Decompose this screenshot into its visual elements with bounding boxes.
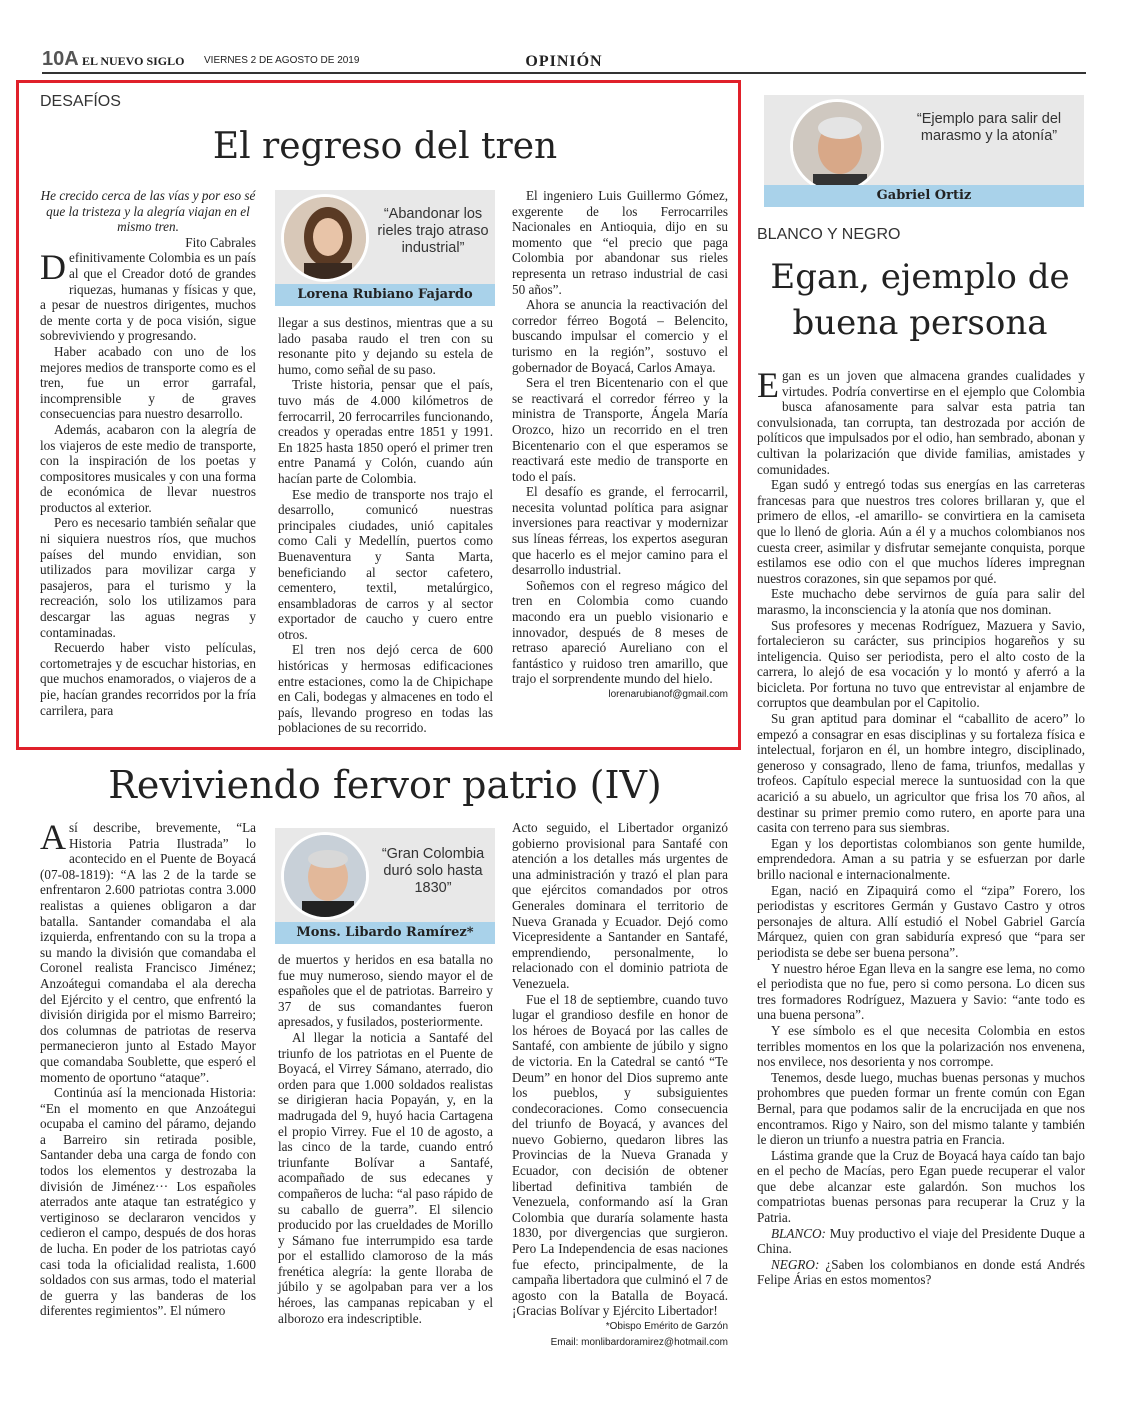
article1-epigraph: He crecido cerca de las vías y por eso sé que la tristeza y la alegría viajan en el mismo tren. bbox=[40, 188, 256, 235]
article2-column-1 bbox=[40, 817, 256, 1319]
author-photo bbox=[281, 832, 369, 920]
article2-email: Email: monlibardoramirez@hotmail.com bbox=[550, 1336, 728, 1348]
article1-dropcap: D bbox=[40, 247, 66, 288]
article2-footnote: *Obispo Emérito de Garzón bbox=[605, 1321, 728, 1332]
article1-paragraph: Recuerdo haber visto películas, cortometrajes y de escuchar historias, en que muchos enamorados, o viajeros de a pie, hacían grandes recorridos por la fría carrilera, para bbox=[40, 640, 256, 718]
newspaper-name: EL NUEVO SIGLO bbox=[82, 54, 185, 68]
article2-pull-quote: “Gran Colombia duró solo hasta 1830” bbox=[381, 846, 485, 896]
article2-author: Mons. Libardo Ramírez* bbox=[275, 922, 495, 944]
article2-quote-box bbox=[275, 828, 495, 944]
article1-paragraph: El tren nos dejó cerca de 600 históricas y hermosas edificaciones entre estaciones, como la de Chipichape en Cali, bodegas y almacenes en todo el país, llevando progreso en todas las poblaciones de su recorrido. bbox=[278, 642, 493, 736]
article3-paragraph: gan es un joven que almacena grandes cualidades y virtudes. Podría convertirse en el ejemplo que Colombia busca afanosamente para salvar esta patria tan convulsionada, tan corrupta, tan destrozada por acción de políticos que impulsados por el odio, han sembrado, abonan y cultivan la polarización que divide familias, amistades y comunidades. bbox=[757, 368, 1085, 477]
article3-paragraph: Su gran aptitud para dominar el “caballito de acero” lo empezó a consagrar en esas disciplinas y su fortaleza física e intelectual, forjaron en él, un hombre integro, disciplinado, generoso y consagrado, lleno de fama, triunfos, medallas y trofeos. Capítulo especial merece la suntuosidad con la que acarició a su abuelo, un agricultor que frisa los 70 años, al destinar su primer premio como rutero, en aporte para una casita con terreno para sus siembras. bbox=[757, 711, 1085, 836]
article3-title: Egan, ejemplo de buena persona bbox=[770, 257, 1070, 343]
article3-paragraph: Tenemos, desde luego, muchas buenas personas y muchos prohombres que pueden formar un frente común con Egan Bernal, para que podamos salir de la encrucijada en que nos encontramos. Rigo y Nairo, son del mismo talante y también le dieron un triunfo a nuestra patria en Francia. bbox=[757, 1069, 1085, 1148]
article2-column-2 bbox=[278, 952, 493, 1326]
blanco-text: Muy productivo el viaje del Presidente Duque a China. bbox=[757, 1225, 1085, 1257]
article3-column bbox=[757, 365, 1085, 1288]
negro-text: ¿Saben los colombianos en donde está Andrés Felipe Árias en estos momentos? bbox=[757, 1256, 1085, 1288]
article3-paragraph: Egan y los deportistas colombianos son gente humilde, emprendedora. Aman a su patria y se esfuerzan por darle brillo nacional e internacionalmente. bbox=[757, 835, 1085, 882]
article1-title: El regreso del tren bbox=[212, 126, 558, 167]
article3-kicker: BLANCO Y NEGRO bbox=[757, 226, 901, 243]
article2-paragraph: Continúa así la mencionada Historia: “En el momento en que Anzoátegui ocupaba el camino del páramo, dejando a Barreiro sin retirada posible, Santander deba una carga de fondo con todos los elementos y destrozaba la división de Jiménez··· Los españoles aterrados ante ataque tan estratégico y vertiginoso se declararon vencidos y cedieron el campo, después de dos horas de lucha. En poder de los patriotas cayó casi toda la oficialidad realista, 1.600 soldados con sus armas, todo el material de guerra y las banderas de los diferentes regimientos”. El número bbox=[40, 1085, 256, 1319]
article1-kicker: DESAFÍOS bbox=[40, 93, 121, 110]
article1-paragraph: llegar a sus destinos, mientras que a su lado pasaba raudo el tren con su resonante pito y dejando su estela de humo, como señal de su paso. bbox=[278, 315, 493, 377]
article3-paragraph: Y ese símbolo es el que necesita Colombia en estos terribles momentos en los que la polarización nos envenena, nos envilece, nos desorienta y nos corrompe. bbox=[757, 1022, 1085, 1070]
article3-paragraph: Lástima grande que la Cruz de Boyacá haya caído tan bajo en el pecho de Macías, pero Egan puede recuperar el valor que debe alcanzar este galardón. Son muchos los compatriotas buenas personas para recuperar la Cruz y la Patria. bbox=[757, 1147, 1085, 1226]
article1-pull-quote: “Abandonar los rieles trajo atraso industrial” bbox=[377, 206, 489, 256]
article2-paragraph: Acto seguido, el Libertador organizó gobierno provisional para Santafé con atención a los detalles más urgentes de una administración y trazó el plan para que ejércitos comandados por otros Generales dominara el territorio de Nueva Granada y Ecuador. Dejó como Vicepresidente a Santander en Santafé, emprendiendo, personalmente, lo relacionado con el dominio patriota de Venezuela. bbox=[512, 820, 728, 991]
article3-pull-quote: “Ejemplo para salir del marasmo y la atonía” bbox=[916, 111, 1062, 144]
article1-paragraph: El ingeniero Luis Guillermo Gómez, exgerente de los Ferrocarriles Nacionales en Antioquia, dijo en su momento que “el precio que paga Colombia por abandonar sus rieles representa un retraso industrial de casi 50 años”. bbox=[512, 188, 728, 297]
article1-paragraph: Sera el tren Bicentenario con el que se reactivará el corredor férreo y la ministra de Transporte, Ángela María Orozco, hizo un recorrido en el tren Bicentenario con el que esperamos se reactivará este medio de transporte en todo el país. bbox=[512, 375, 728, 484]
article1-epigraph-author: Fito Cabrales bbox=[185, 234, 256, 250]
article1-paragraph: Ese medio de transporte nos trajo el desarrollo, comunicó nuestras principales ciudades, unió capitales como Cali y Medellín, puertos como Buenaventura y Santa Marta, beneficiando al sector cafetero, cementero, textil, metalúrgico, ensambladoras de carros y al sector exportador de caucho y cuero entre otros. bbox=[278, 486, 493, 642]
article1-column-3 bbox=[512, 188, 728, 703]
article1-paragraph: Pero es necesario también señalar que ni siquiera nuestros ríos, que muchos países del mundo envidian, son utilizados para movilizar carga y pasajeros, para el turismo y la recreación, solo los utilizamos para descargar las aguas negras y contaminadas. bbox=[40, 515, 256, 640]
author-photo bbox=[790, 99, 884, 193]
article3-paragraph: Egan sudó y entregó todas sus energías en las carreteras francesas para que nuestros tres colores brillaran y, que el primero de ellos, -el amarillo- se convirtiera en la camiseta que lo llenó de gloria. Aún a él y a muchos colombianos nos cuesta creer, asimilar y disfrutar semejante conquista, porque estilamos ese odio con el que muchos líderes impregnan nuestros corazones, sin que sepamos por qué. bbox=[757, 477, 1085, 586]
page-number: 10A bbox=[42, 48, 79, 70]
article1-quote-box bbox=[275, 190, 495, 306]
article1-paragraph: Además, acabaron con la alegría de los viajeros de este medio de transporte, con la inspiración de los poetas y compositores musicales y con una forma de económica de llevar nuestros productos al exterior. bbox=[40, 421, 256, 515]
article1-paragraph: Triste historia, pensar que el país, tuvo más de 4.000 kilómetros de ferrocarril, 20 ferrocarriles funcionando, creados y operadas entre 1851 y 1991. En 1825 hasta 1850 operó el primer tren entre Panamá y Colón, cuando aún hacían parte de Colombia. bbox=[278, 377, 493, 486]
negro-label: NEGRO: bbox=[771, 1256, 820, 1272]
article2-paragraph: Al llegar la noticia a Santafé del triunfo de los patriotas en el Puente de Boyacá, el Virrey Sámano, aterrado, dio orden para que 1.000 soldados realistas se dirigieran hacia Popayán, y, en la madrugada del 9, huyó hacia Cartagena el propio Virrey. Fue el 10 de agosto, a las cinco de la tarde, cuando entró triunfante Bolívar a Santafé, acompañado de sus edecanes y compañeros de lucha: “al paso rápido de su caballo de guerra”. El silencio producido por las crueldades de Morillo y Sámano fue interrumpido esa tarde por el estallido clamoroso de la más frenética alegría: la gente lloraba de júbilo y se agolpaban para ver a los héroes, las campanas repicaban y el alborozo era indescriptible. bbox=[278, 1029, 493, 1326]
article2-dropcap: A bbox=[40, 817, 66, 857]
article1-paragraph: El desafío es grande, el ferrocarril, necesita voluntad política para asignar inversiones para reactivar y modernizar sus líneas férreas, los expertos aseguran que hacerlo es el mejor camino para el desarrollo industrial. bbox=[512, 484, 728, 578]
article1-author: Lorena Rubiano Fajardo bbox=[275, 284, 495, 306]
author-photo bbox=[281, 194, 369, 282]
article1-column-1 bbox=[40, 188, 256, 718]
article1-paragraph: Soñemos con el regreso mágico del tren en Colombia como cuando macondo era un pueblo visionario e innovador, después de 8 meses de retraso apareció Aureliano con el fantástico y ruidoso tren amarillo, que trajo el sorprendente mundo del hielo. bbox=[512, 577, 728, 687]
article1-column-2 bbox=[278, 315, 493, 736]
section-title: OPINIÓN bbox=[525, 53, 603, 70]
article1-paragraph: Haber acabado con uno de los mejores medios de transporte como es el tren, fue un error garrafal, incomprensible y de graves consecuencias para nuestro desarrollo. bbox=[40, 343, 256, 422]
article3-blanco bbox=[757, 1226, 1085, 1257]
article1-email: lorenarubianof@gmail.com bbox=[608, 689, 728, 700]
article1-paragraph: efinitivamente Colombia es un país al que el Creador dotó de grandes riquezas, humanas y físicas y que, a pesar de nuestros dirigentes, muchos de mente corta y de poca visión, sigue sobreviviendo y progresando. bbox=[40, 250, 256, 344]
article2-column-3 bbox=[512, 820, 728, 1350]
article3-paragraph: Este muchacho debe servirnos de guía para salir del marasmo, la inconsciencia y la atonía que nos dominan. bbox=[757, 586, 1085, 617]
article2-paragraph: de muertos y heridos en esa batalla no fue muy numeroso, siendo mayor el de españoles que el de patriotas. Barreiro y 37 de sus comandantes fueron apresados, y fusilados, posteriormente. bbox=[278, 952, 493, 1030]
article2-title: Reviviendo fervor patrio (IV) bbox=[108, 763, 662, 807]
article3-author: Gabriel Ortiz bbox=[764, 185, 1084, 207]
issue-date: VIERNES 2 DE AGOSTO DE 2019 bbox=[204, 55, 360, 66]
article2-paragraph: sí describe, brevemente, “La Historia Patria Ilustrada” lo acontecido en el Puente de Boyacá (07-08-1819): “A las 2 de la tarde se enfrentaron 2.600 patriotas contra 3.000 realistas a quienes obligaron a dar batalla. Santander comandaba el ala izquierda, enfrentando con su la tropa a su mando la división que comandaba el Coronel realista Francisco Jiménez; Anzoátegui comandaba el ala derecha del Ejército y el centro, que enfrentó la división dirigida por el mismo Barreiro; dos columnas de patriotas de reserva permanecieron junto al Estado Mayor que comandaba Soublette, que esperó el momento de oportuno “ataque”. bbox=[40, 820, 256, 1085]
article3-dropcap: E bbox=[757, 365, 779, 405]
article3-paragraph: Sus profesores y mecenas Rodríguez, Mazuera y Savio, fortalecieron su carácter, sus principios hogareños y su inteligencia. Quiso ser periodista, pero el alto costo de la carrera, lo alejó de esa vocación y lo montó y aferró a la bicicleta. Por fortuna no tuvo que entrevistar al enjambre de corruptos que deambulan por el Capitolio. bbox=[757, 617, 1085, 711]
article3-paragraph: Egan, nació en Zipaquirá como el “zipa” Forero, los periodistas y escritores Germán y Gustavo Castro y otros personajes de altura. Allí estudió el Nobel Gabriel García Márquez, quien con gran sabiduría expresó que “para ser periodista se debe ser buena persona”. bbox=[757, 882, 1085, 960]
masthead bbox=[42, 48, 1086, 74]
article3-negro bbox=[757, 1257, 1085, 1288]
article3-paragraph: Y nuestro héroe Egan lleva en la sangre ese lema, no como el periodista que no fue, pero si como persona. Lo dicen sus tres formadores Rodríguez, Mazuera y Savio: “ante todo es una buena persona”. bbox=[757, 960, 1085, 1023]
article3-quote-box bbox=[764, 95, 1084, 207]
article1-paragraph: Ahora se anuncia la reactivación del corredor férreo Bogotá – Belencito, buscando impulsar el comercio y el turismo en la región”, sostuvo el gobernador de Boyacá, Carlos Amaya. bbox=[512, 297, 728, 375]
article2-paragraph: Fue el 18 de septiembre, cuando tuvo lugar el grandioso desfile en honor de los héroes de Boyacá por las calles de Santafé, con ambiente de júbilo y signo de victoria. En la Catedral se cantó “Te Deum” en honor del Dios supremo ante los pueblos, y subsiguientes condecoraciones. Como consecuencia del triunfo de Boyacá, y avances del nuevo Gobierno, quedaron libres las Provincias de la Nueva Granada y Ecuador, con decisión de obtener libertad definitiva también de Venezuela, conformando así la Gran Colombia que duraría solamente hasta 1830, por divergencias que surgieron. Pero La Independencia de esas naciones fue efecto, principalmente, de la campaña libertadora que culminó el 7 de agosto con la Batalla de Boyacá. ¡Gracias Bolívar y Ejército Libertador! bbox=[512, 991, 728, 1319]
blanco-label: BLANCO: bbox=[771, 1225, 826, 1241]
